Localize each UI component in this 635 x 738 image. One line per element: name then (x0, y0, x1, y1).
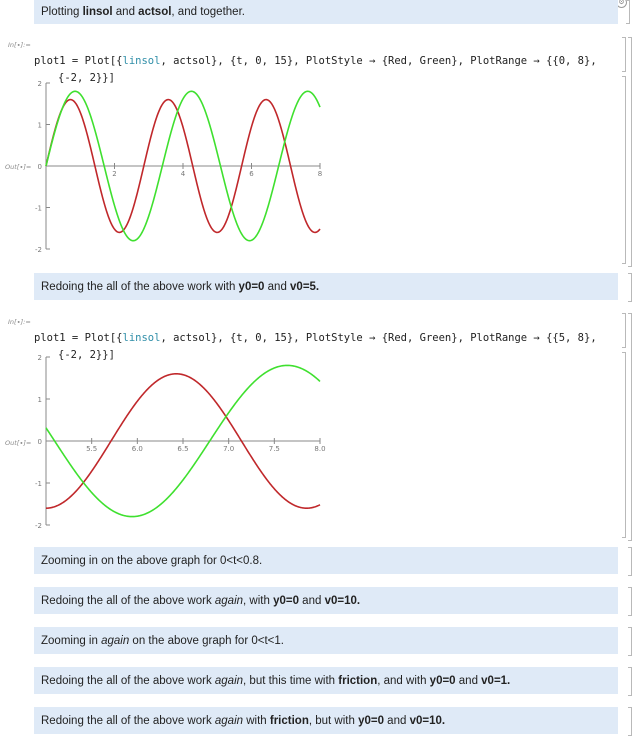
y-tick-label: -1 (35, 204, 42, 213)
y-tick-label: -1 (35, 480, 42, 488)
cell-bracket[interactable] (628, 627, 632, 656)
text-segment: Redoing the all of the above work (41, 675, 215, 687)
text-segment: with (243, 715, 270, 727)
text-bold: y0=0 (238, 281, 265, 293)
text-segment: and (298, 595, 325, 607)
text-segment: and (383, 715, 410, 727)
x-tick-label: 2 (112, 170, 117, 178)
text-italic: again (214, 595, 244, 607)
text-segment: , but this time with (243, 675, 339, 687)
text-bold: y0=0 (358, 715, 384, 727)
cell-bracket[interactable] (628, 707, 632, 736)
cell-bracket[interactable] (622, 37, 626, 72)
x-tick-label: 6.5 (177, 445, 189, 453)
x-tick-label: 7.5 (268, 445, 280, 453)
cell-bracket[interactable] (622, 313, 626, 348)
input-label: In[∙]:= (8, 41, 31, 49)
text-bold: v0=10. (409, 715, 446, 727)
text-italic: again (214, 675, 244, 687)
text-cell-redo-v0-5[interactable] (34, 273, 618, 300)
code-text: plot1 = Plot[{ (34, 332, 123, 344)
cell-bracket[interactable] (628, 313, 632, 541)
text-segment: Redoing the all of the above work (41, 715, 215, 727)
y-tick-label: 1 (37, 121, 42, 130)
code-text: {-2, 2}}] (58, 72, 115, 84)
y-tick-label: 2 (37, 80, 42, 88)
text-segment: , and together. (171, 6, 245, 18)
text-segment: Plotting (41, 6, 83, 18)
text-italic: again (101, 635, 130, 647)
code-symbol: linsol (122, 332, 161, 344)
input-label: In[∙]:= (8, 318, 31, 326)
cell-bracket[interactable] (628, 37, 632, 267)
cell-bracket[interactable] (628, 587, 632, 616)
text-bold: v0=5. (290, 281, 320, 293)
text-segment: , with (243, 595, 274, 607)
text-cell-zoom-0-8[interactable] (34, 547, 618, 574)
text-italic: again (214, 715, 244, 727)
cell-options-icon[interactable]: ⚙ (616, 0, 627, 8)
cell-bracket[interactable] (626, 0, 630, 24)
text-segment: and (455, 675, 482, 687)
cell-bracket[interactable] (628, 547, 632, 576)
text-segment: Redoing the all of the above work with (41, 281, 239, 293)
code-text: , actsol}, {t, 0, 15}, PlotStyle → {Red, Green}, PlotRange → {{5, 8}, (160, 332, 597, 344)
x-tick-label: 5.5 (86, 445, 98, 453)
text-bold: friction (338, 675, 378, 687)
text-bold: y0=0 (273, 595, 299, 607)
y-tick-label: -2 (35, 522, 42, 530)
x-tick-label: 6 (249, 170, 254, 178)
y-tick-label: 0 (37, 163, 42, 171)
text-bold: v0=10. (324, 595, 361, 607)
text-segment: Zooming in (41, 635, 102, 647)
text-cell-plotting[interactable] (34, 0, 618, 24)
y-tick-label: 1 (37, 396, 42, 404)
text-bold: y0=0 (429, 675, 456, 687)
text-bold: actsol (138, 6, 172, 18)
cell-bracket[interactable] (628, 273, 632, 302)
text-cell-friction-v0-10[interactable] (34, 707, 618, 734)
plot-linsol-actsol-zoom[interactable] (28, 350, 328, 532)
text-segment: and (264, 281, 291, 293)
x-tick-label: 8 (317, 170, 323, 178)
plot-linsol-actsol[interactable] (28, 76, 328, 256)
cell-bracket[interactable] (628, 667, 632, 696)
y-tick-label: -2 (35, 246, 42, 254)
text-cell-zoom-again[interactable] (34, 627, 618, 654)
x-tick-label: 4 (180, 170, 186, 178)
cell-bracket[interactable] (622, 76, 626, 264)
text-cell-friction-v0-1[interactable] (34, 667, 618, 694)
code-symbol: linsol (122, 55, 161, 67)
text-segment: Zooming in on the above graph for 0<t<0.8. (41, 555, 263, 567)
text-segment: Redoing the all of the above work (41, 595, 215, 607)
code-text: , actsol}, {t, 0, 15}, PlotStyle → {Red, Green}, PlotRange → {{0, 8}, (160, 55, 597, 67)
output-label: Out[∙]= (5, 439, 32, 447)
text-bold: friction (269, 715, 309, 727)
output-label: Out[∙]= (5, 163, 32, 171)
text-cell-redo-v0-10[interactable] (34, 587, 618, 614)
code-text: {-2, 2}}] (58, 349, 115, 361)
text-segment: , but with (308, 715, 359, 727)
y-tick-label: 0 (37, 438, 42, 446)
text-segment: , and with (377, 675, 430, 687)
text-segment: on the above graph for 0<t<1. (129, 635, 284, 647)
y-tick-label: 2 (37, 354, 42, 362)
cell-bracket[interactable] (622, 352, 626, 538)
text-bold: v0=1. (481, 675, 511, 687)
x-tick-label: 8.0 (314, 445, 326, 453)
x-tick-label: 7.0 (223, 445, 235, 453)
x-tick-label: 6.0 (131, 445, 143, 453)
text-bold: linsol (82, 6, 113, 18)
text-segment: and (112, 6, 139, 18)
code-text: plot1 = Plot[{ (34, 55, 123, 67)
